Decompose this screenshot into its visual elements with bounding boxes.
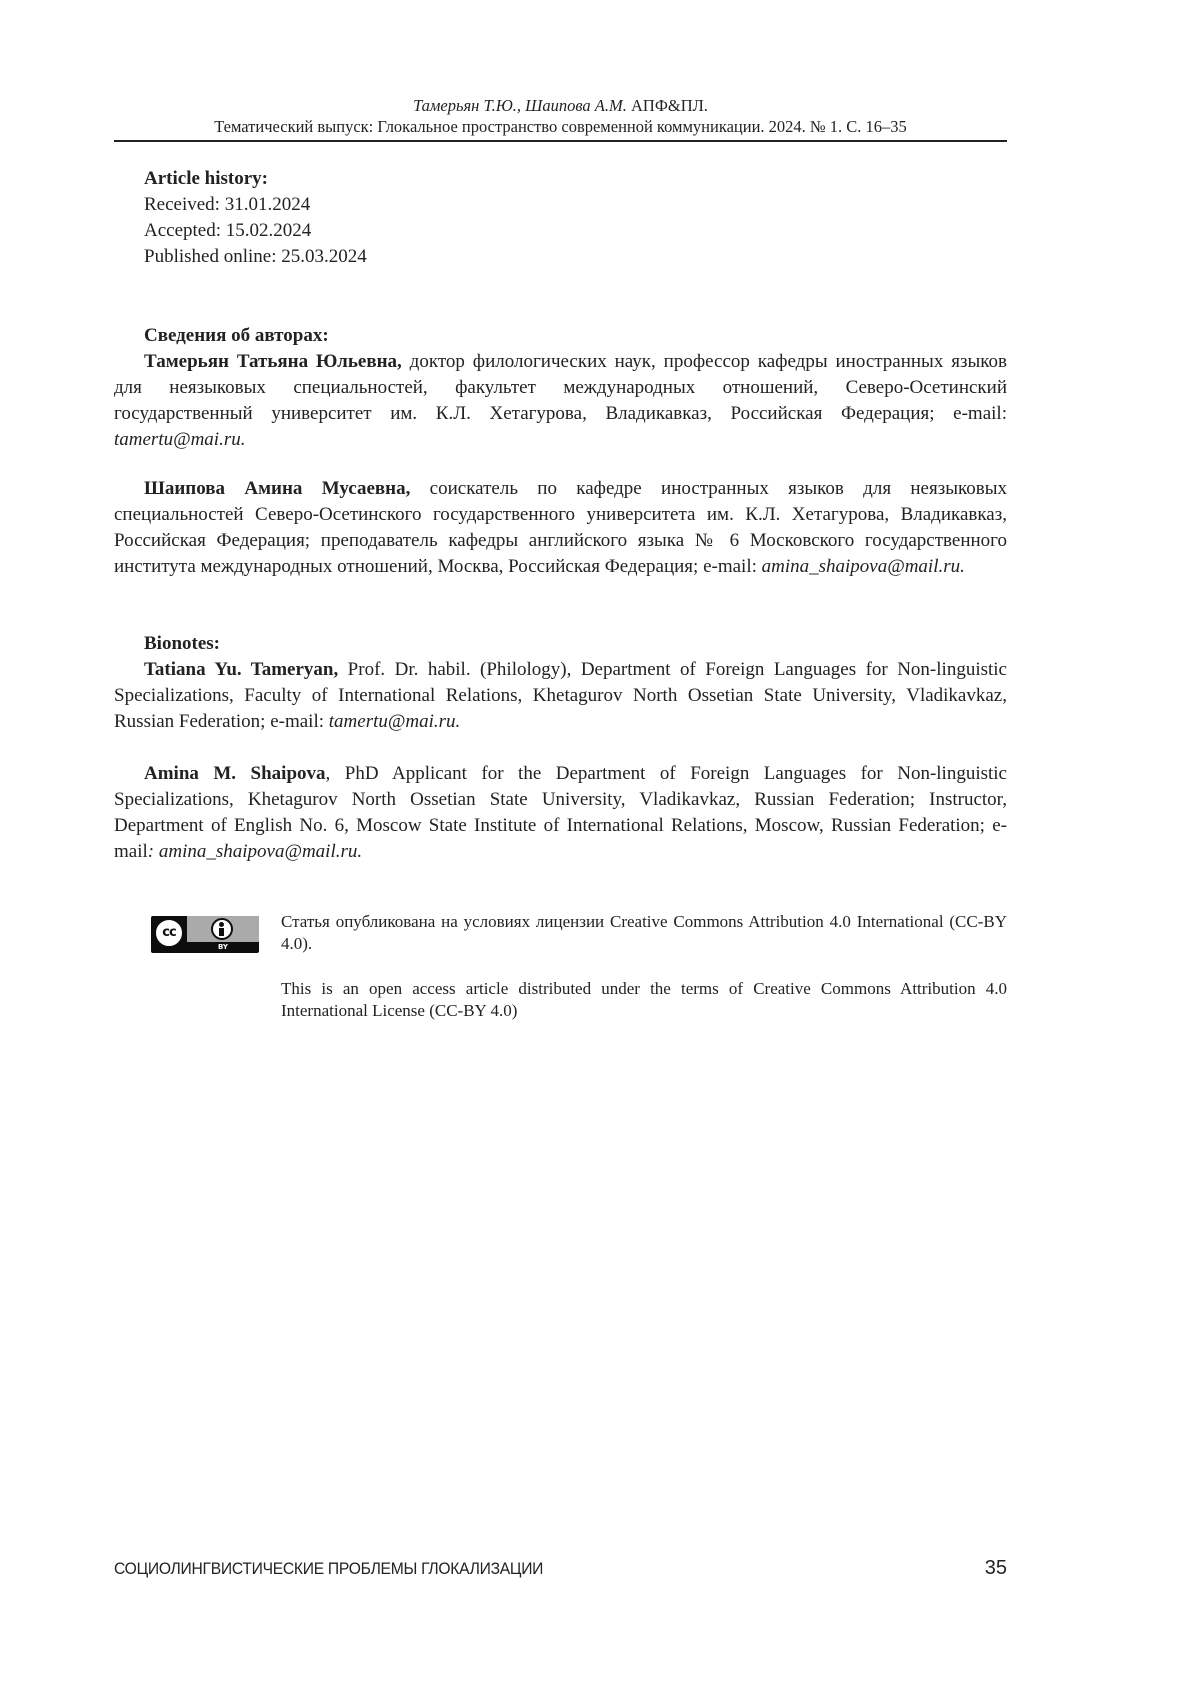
- license-text-ru: Статья опубликована на условиях лицензии Creative Commons Attribution 4.0 International (CC-BY 4.0).: [281, 912, 1007, 953]
- running-head-issue: Тематический выпуск: Глокальное пространство современной коммуникации. 2024. № 1. С. 16–35: [214, 117, 907, 136]
- author-ru-2-block: [114, 476, 1007, 580]
- authors-ru-section: [114, 323, 1007, 453]
- author-ru-1-email[interactable]: tamertu@mai.ru.: [114, 429, 246, 450]
- authors-ru-heading: Сведения об авторах:: [144, 325, 329, 346]
- running-head-journal: АПФ&ПЛ.: [631, 96, 708, 115]
- author-ru-2-email[interactable]: amina_shaipova@mail.ru.: [761, 556, 965, 577]
- bionote-2-block: [114, 761, 1007, 865]
- received-date: Received: 31.01.2024: [144, 194, 311, 215]
- bionote-1-email[interactable]: tamertu@mai.ru.: [328, 711, 461, 732]
- bionote-2-name: Amina M. Shaipova: [144, 763, 326, 784]
- page-number: 35: [984, 1557, 1007, 1579]
- article-history: [114, 166, 1037, 270]
- bionotes-section: [114, 631, 1007, 735]
- running-head: [114, 95, 1007, 137]
- published-date: Published online: 25.03.2024: [144, 246, 367, 267]
- bionote-1-text: Prof. Dr. habil. (Philology), Department of Foreign Languages for Non-linguistic Specializations, Faculty of International Relations, Khetagurov North Ossetian State University, Vladikavkaz, Russian Federation; e-mail:: [114, 659, 1007, 732]
- bionotes-heading: Bionotes:: [144, 633, 220, 654]
- license-text-en: This is an open access article distributed under the terms of Creative Commons Attribution 4.0 International License (CC-BY 4.0): [281, 979, 1007, 1020]
- bionote-2-email[interactable]: : amina_shaipova@mail.ru.: [147, 841, 363, 862]
- bionote-2: [114, 761, 1007, 865]
- author-ru-1-name: Тамерьян Татьяна Юльевна,: [144, 351, 402, 372]
- bionote-1: [114, 657, 1007, 735]
- running-head-authors: Тамерьян Т.Ю., Шаипова А.М.: [413, 96, 627, 115]
- author-ru-1: [114, 349, 1007, 453]
- header-divider: [114, 140, 1007, 142]
- accepted-date: Accepted: 15.02.2024: [144, 220, 312, 241]
- creative-commons-by-icon: [151, 916, 259, 953]
- author-ru-1-text: доктор филологических наук, профессор кафедры иностранных языков для неязыковых специальностей, факультет международных отношений, Северо-Осетинский государственный университет им. К.Л. Хетагурова, Владикавказ, Российская Федерация; e-mail:: [114, 351, 1007, 424]
- bionote-1-name: Tatiana Yu. Tameryan,: [144, 659, 339, 680]
- article-history-heading: Article history:: [144, 168, 268, 189]
- author-ru-2-name: Шаипова Амина Мусаевна,: [144, 478, 411, 499]
- author-ru-2: [114, 476, 1007, 580]
- by-label: BY: [217, 943, 229, 951]
- attribution-person-icon: [211, 918, 233, 940]
- author-ru-2-text: соискатель по кафедре иностранных языков для неязыковых специальностей Северо-Осетинского государственного университета им. К.Л. Хетагурова, Владикавказ, Российская Федерация; преподаватель кафедры английского языка № 6 Московского государственного института международных отношений, Москва, Российская Федерация; e-mail:: [114, 478, 1007, 577]
- bionote-2-text: , PhD Applicant for the Department of Foreign Languages for Non-linguistic Specializations, Khetagurov North Ossetian State University, Vladikavkaz, Russian Federation; Instructor, Department of English No. 6, Moscow State Institute of International Relations, Moscow, Russian Federation; e-mail: [114, 763, 1007, 862]
- footer-section-title: СОЦИОЛИНГВИСТИЧЕСКИЕ ПРОБЛЕМЫ ГЛОКАЛИЗАЦИИ: [114, 1559, 544, 1578]
- running-head-authors-line: [114, 95, 1007, 116]
- cc-icon: cc: [154, 918, 184, 948]
